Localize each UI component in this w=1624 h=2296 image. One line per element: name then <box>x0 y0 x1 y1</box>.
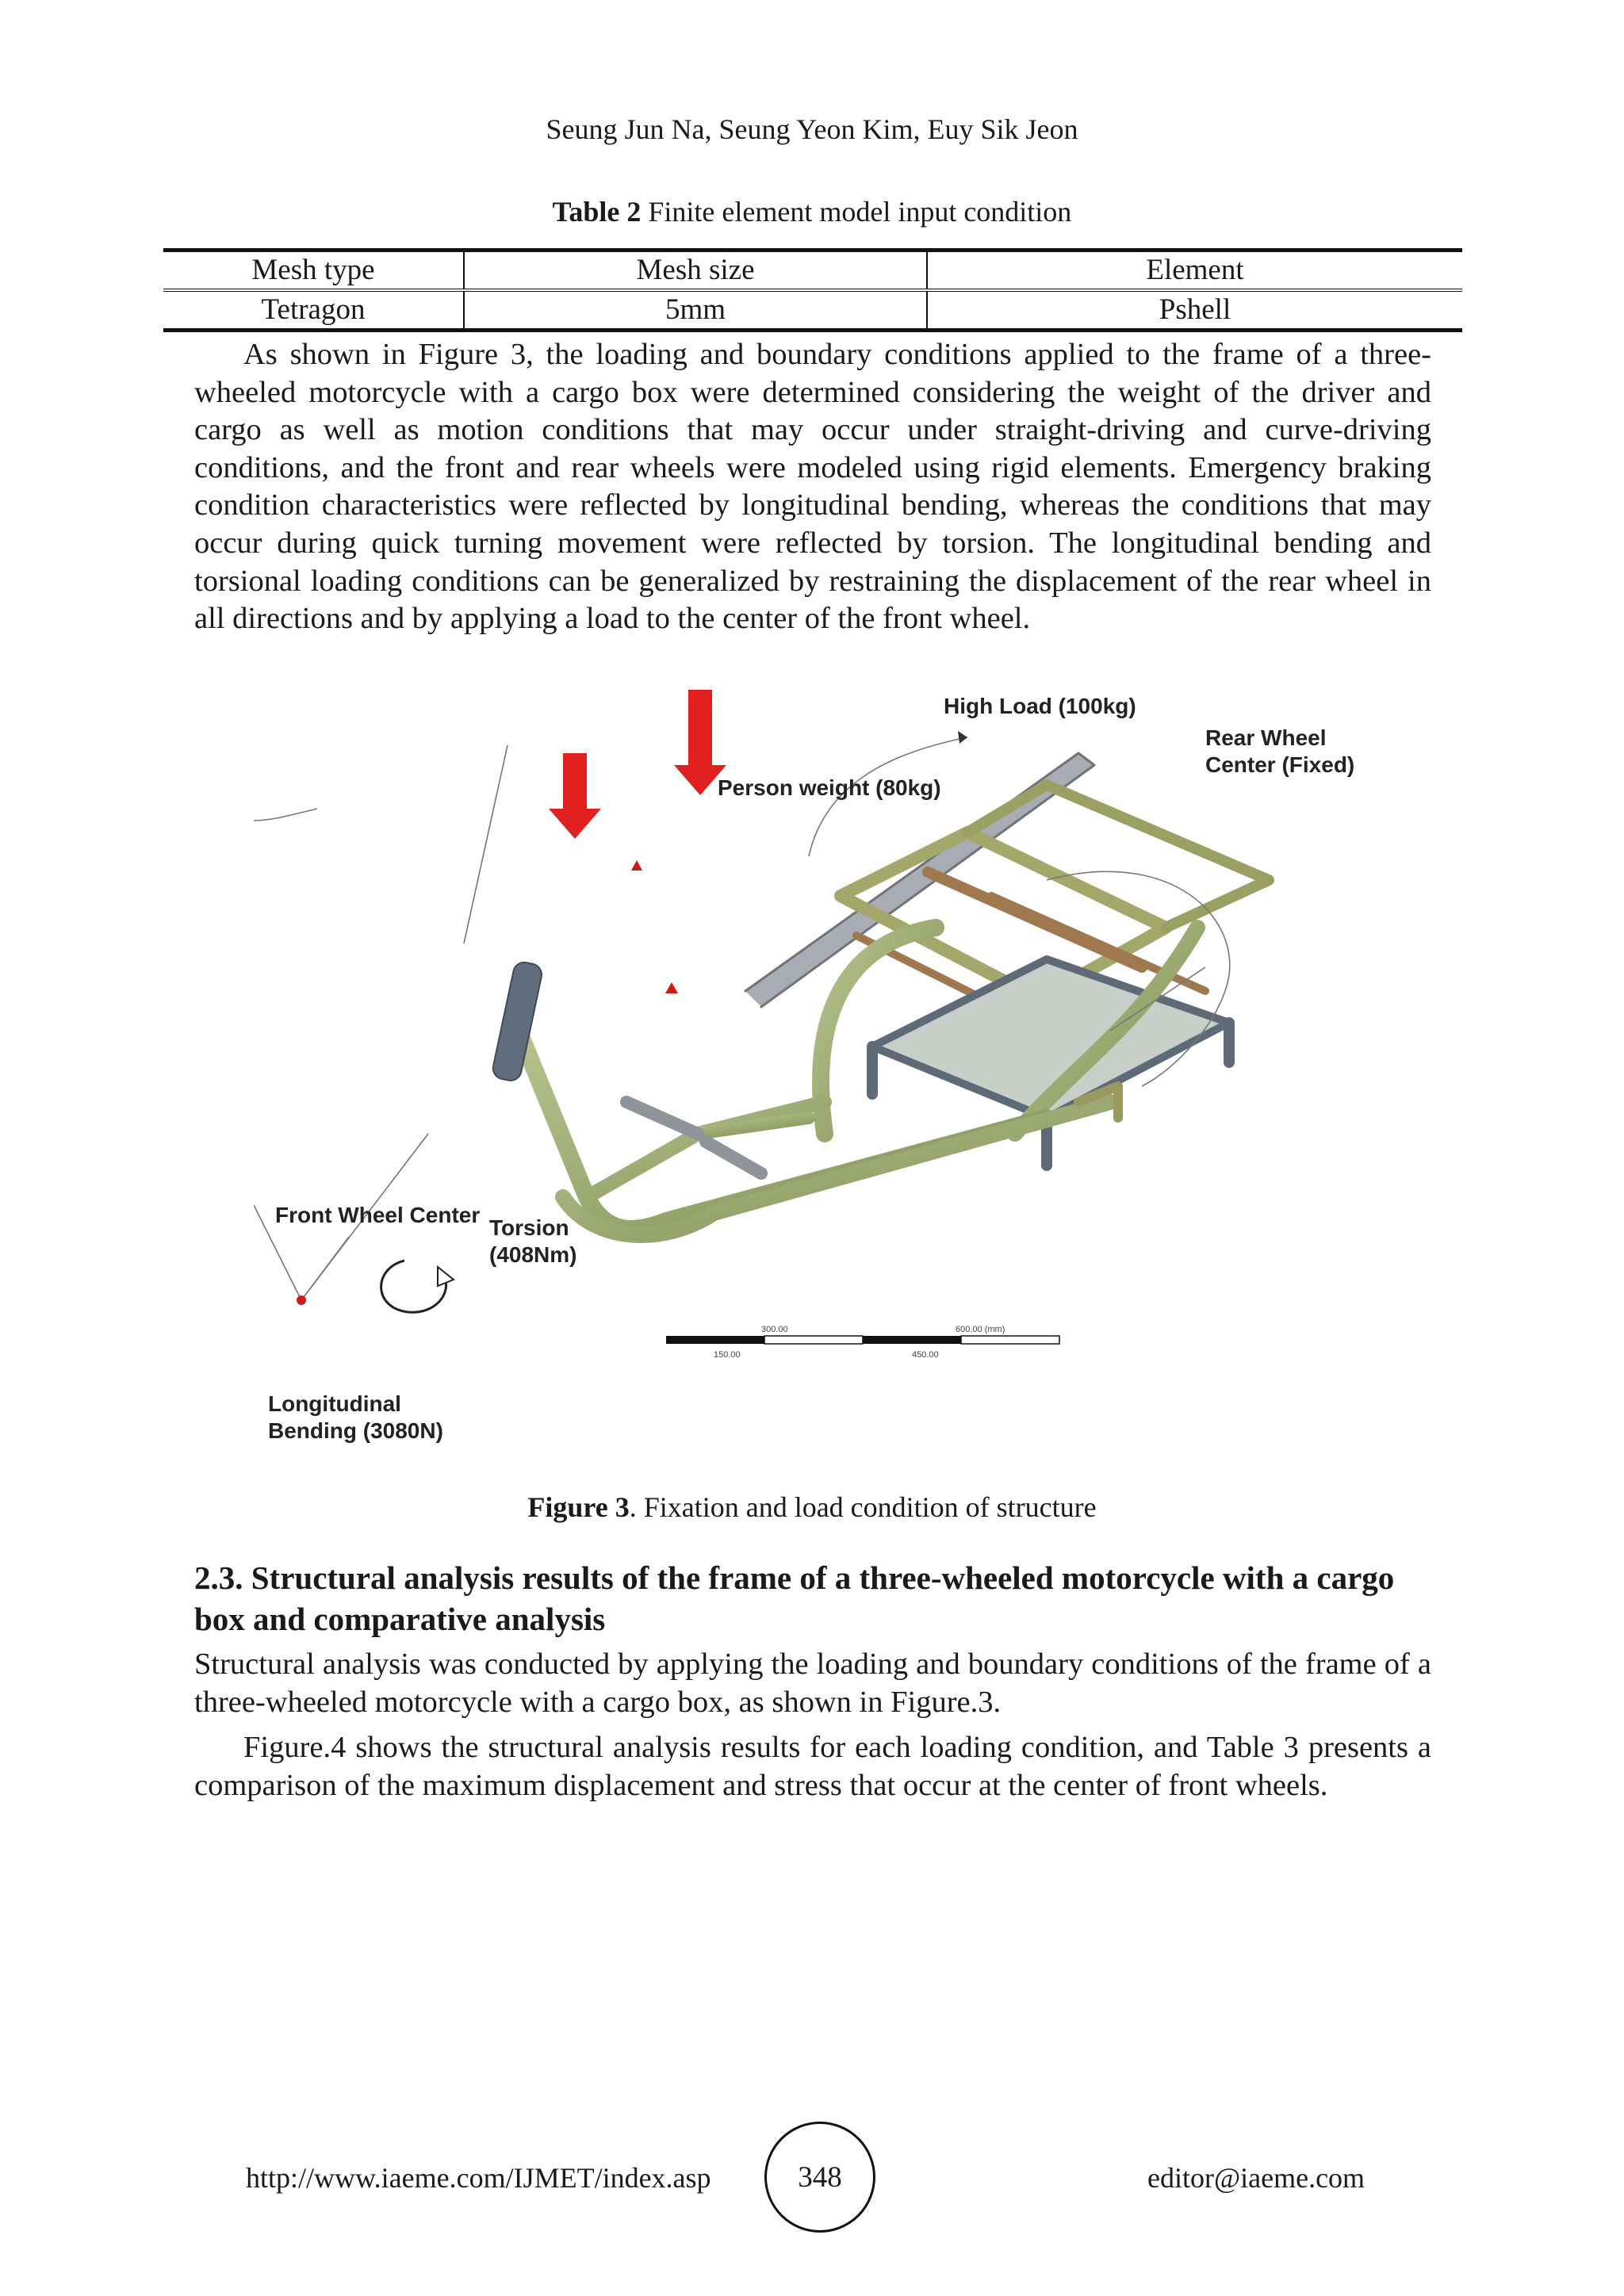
scale-label: 450.00 <box>912 1350 939 1360</box>
figure-caption <box>0 1490 1624 1524</box>
scale-label: 300.00 <box>761 1325 788 1334</box>
rear-wheel-marker <box>665 982 678 993</box>
front-wheel-center-label: Front Wheel Center <box>275 1203 481 1227</box>
figure-caption-label: Figure 3 <box>527 1491 630 1523</box>
table-caption <box>0 195 1624 228</box>
table-caption-label: Table 2 <box>552 196 642 228</box>
table-header-cell: Element <box>927 251 1462 291</box>
running-header: Seung Jun Na, Seung Yeon Kim, Euy Sik Jeon <box>546 113 1078 145</box>
front-wheel-center-marker <box>297 1295 306 1305</box>
footer-email[interactable]: editor@iaeme.com <box>1147 2162 1365 2194</box>
motorcycle-frame-illustration <box>491 753 1269 1235</box>
figure-3-frame-diagram <box>254 690 1380 1451</box>
paragraph-text: Figure.4 shows the structural analysis results for each loading condition, and Table 3 presents a comparison of the maximum displacement and stress that occur at the center of front wheels. <box>194 1731 1431 1802</box>
table-header-cell: Mesh type <box>163 251 464 291</box>
high-load-label: High Load (100kg) <box>944 694 1136 718</box>
scale-label: 150.00 <box>714 1350 741 1360</box>
rear-wheel-marker <box>631 860 642 871</box>
torsion-label: Torsion <box>489 1215 569 1240</box>
table-cell: 5mm <box>464 290 927 331</box>
body-paragraph-1 <box>194 336 1431 638</box>
table-row <box>163 290 1462 331</box>
torsion-arrow <box>381 1261 446 1312</box>
torsion-label: (408Nm) <box>489 1242 577 1267</box>
rear-wheel-arrowhead <box>958 731 967 744</box>
scale-label: 600.00 (mm) <box>956 1325 1005 1334</box>
paragraph-text: As shown in Figure 3, the loading and boundary conditions applied to the frame of a three-wheeled motorcycle with a cargo box were determined considering the weight of the driver and cargo as well as motion conditions that may occur under straight-driving and curve-driving conditions, and the front and rear wheels were modeled using rigid elements. Emergency braking condition characteristics were reflected by longitudinal bending, whereas the conditions that may occur during quick turning movement were reflected by torsion. The longitudinal bending and torsional loading conditions can be generalized by restraining the displacement of the rear wheel in all directions and by applying a load to the center of the front wheel. <box>194 338 1431 636</box>
scale-bar <box>666 1325 1059 1360</box>
paragraph-text: Structural analysis was conducted by applying the loading and boundary conditions of the frame of a three-wheeled motorcycle with a cargo box, as shown in Figure.3. <box>194 1647 1431 1719</box>
rear-wheel-label: Center (Fixed) <box>1205 752 1355 777</box>
load-arrows <box>549 690 726 839</box>
figure-caption-text: . Fixation and load condition of structure <box>629 1491 1097 1523</box>
body-paragraph-2 <box>194 1646 1431 1804</box>
page-number: 348 <box>764 2122 875 2233</box>
table-cell: Tetragon <box>163 290 464 331</box>
rear-wheel-label: Rear Wheel <box>1205 725 1327 750</box>
table-header-cell: Mesh size <box>464 251 927 291</box>
input-condition-table <box>163 248 1462 332</box>
table-caption-text: Finite element model input condition <box>641 196 1072 228</box>
person-weight-label: Person weight (80kg) <box>718 775 941 800</box>
section-heading: 2.3. Structural analysis results of the frame of a three-wheeled motorcycle with a cargo box and comparative analysis <box>194 1559 1395 1637</box>
longitudinal-bending-label: Longitudinal <box>268 1391 401 1416</box>
table-header-row <box>163 251 1462 291</box>
table-cell: Pshell <box>927 290 1462 331</box>
torsion-arrowhead <box>438 1267 454 1286</box>
footer-url[interactable]: http://www.iaeme.com/IJMET/index.asp <box>246 2162 711 2194</box>
longitudinal-bending-label: Bending (3080N) <box>268 1418 443 1443</box>
